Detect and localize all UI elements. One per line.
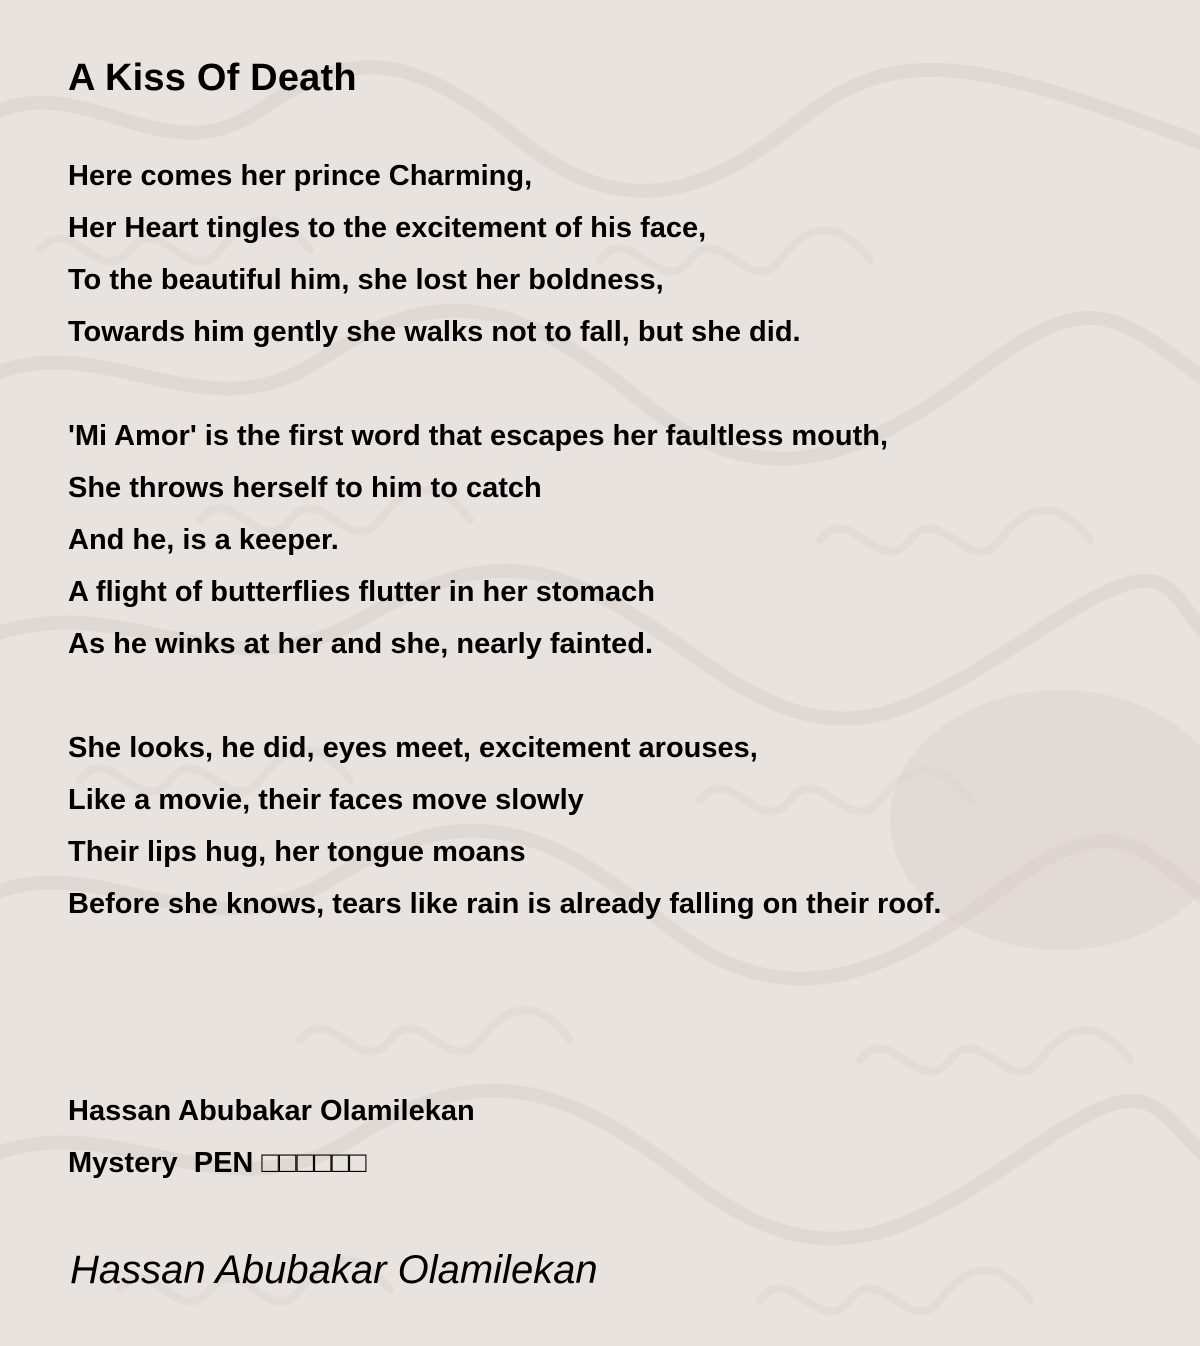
stanza-2 <box>68 410 1168 670</box>
poem-line: Towards him gently she walks not to fall, but she did. <box>68 316 801 348</box>
poem-line: 'Mi Amor' is the first word that escapes her faultless mouth, <box>68 420 889 452</box>
poem-line: Like a movie, their faces move slowly <box>68 784 584 816</box>
poem-line: As he winks at her and she, nearly fainted. <box>68 628 654 660</box>
poem-content <box>68 52 1168 930</box>
poem-line: She looks, he did, eyes meet, excitement arouses, <box>68 732 758 764</box>
poem-line: Her Heart tingles to the excitement of his face, <box>68 212 707 244</box>
poem-line: Their lips hug, her tongue moans <box>68 836 526 868</box>
author-name: Hassan Abubakar Olamilekan <box>68 1095 475 1127</box>
author-pen-name: Mystery PEN □□□□□□ <box>68 1147 367 1179</box>
author-block <box>68 1085 475 1189</box>
stanza-1 <box>68 150 1168 358</box>
stanza-3 <box>68 722 1168 930</box>
stanza-gap <box>68 358 1168 410</box>
poem-line: She throws herself to him to catch <box>68 472 542 504</box>
poem-line: And he, is a keeper. <box>68 524 339 556</box>
poem-line: Here comes her prince Charming, <box>68 160 533 192</box>
stanza-gap <box>68 670 1168 722</box>
author-signature: Hassan Abubakar Olamilekan <box>70 1248 598 1292</box>
poem-line: To the beautiful him, she lost her boldness, <box>68 264 664 296</box>
poem-body <box>68 150 1168 930</box>
poem-line: Before she knows, tears like rain is already falling on their roof. <box>68 888 942 920</box>
poem-line: A flight of butterflies flutter in her stomach <box>68 576 655 608</box>
poem-title: A Kiss Of Death <box>68 57 357 99</box>
